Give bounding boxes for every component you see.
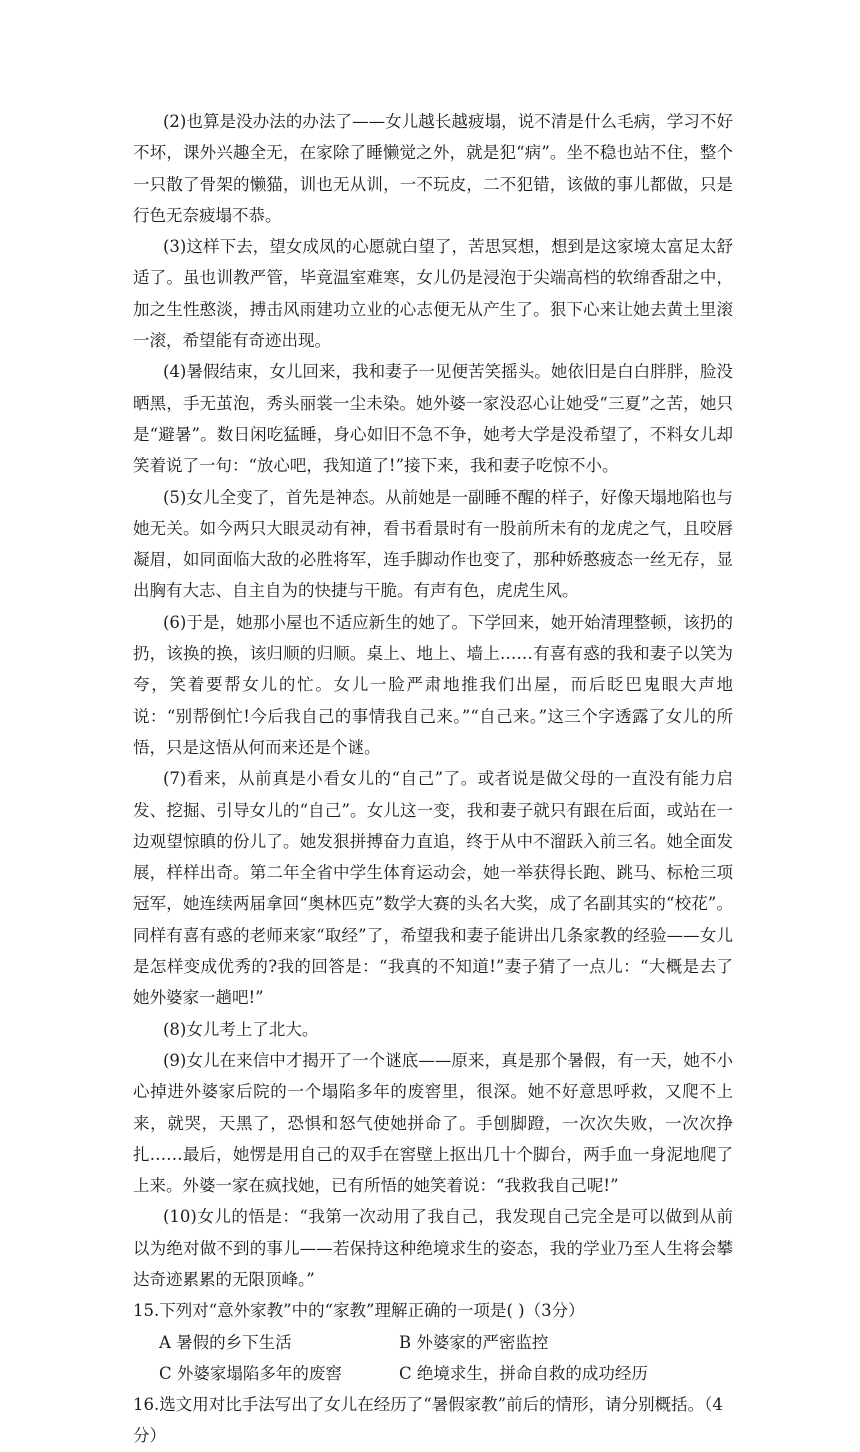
question-15-stem: 15.下列对“意外家教”中的“家教”理解正确的一项是( )（3分） — [133, 1301, 585, 1321]
option-d: C 绝境求生，拼命自救的成功经历 — [399, 1363, 648, 1383]
paragraph-7: (7)看来，从前真是小看女儿的“自己”了。或者说是做父母的一直没有能力启发、挖掘、引导女儿的“自己”。女儿这一变，我和妻子就只有跟在后面，或站在一边观望惊瞋的份儿了。她发狠拼搏奋力直追，终于从中不溜跃入前三名。她全面发展，样样出奇。第二年全省中学生体育运动会，她一举获得长跑、跳马、标枪三项冠军，她连续两届拿回“奥林匹克”数学大赛的头名大奖，成了名副其实的“校花”。同样有喜有惑的老师来家“取经”了，希望我和妻子能讲出几条家教的经验——女儿是怎样变成优秀的?我的回答是：“我真的不知道!”妻子猜了一点儿：“大概是去了她外婆家一趟吧!” — [133, 769, 733, 1008]
option-c: C 外婆家塌陷多年的废窖 — [159, 1363, 342, 1383]
paragraph-6: (6)于是，她那小屋也不适应新生的她了。下学回来，她开始清理整顿，该扔的扔，该换的换，该归顺的归顺。桌上、地上、墙上……有喜有惑的我和妻子以笑为夸，笑着要帮女儿的忙。女儿一脸严肃地推我们出屋，而后眨巴鬼眼大声地说：“别帮倒忙!今后我自己的事情我自己来。”“自己来。”这三个字透露了女儿的所悟，只是这悟从何而来还是个谜。 — [133, 612, 733, 757]
paragraph-8: (8)女儿考上了北大。 — [163, 1019, 319, 1039]
question-15-options — [133, 1327, 733, 1390]
paragraph-2: (2)也算是没办法的办法了——女儿越长越疲塌，说不清是什么毛病，学习不好不坏，课外兴趣全无，在家除了睡懒觉之外，就是犯“病”。坐不稳也站不住，整个一只散了骨架的懒猫，训也无从训，一不玩皮，二不犯错，该做的事儿都做，只是行色无奈疲塌不恭。 — [133, 112, 733, 225]
question-15 — [133, 1295, 733, 1389]
question-16 — [133, 1389, 733, 1452]
option-a: A 暑假的乡下生活 — [159, 1332, 292, 1352]
paragraph-9: (9)女儿在来信中才揭开了一个谜底——原来，真是那个暑假，有一天，她不小心掉进外婆家后院的一个塌陷多年的废窖里，很深。她不好意思呼救，又爬不上来，就哭，天黑了，恐惧和怒气使她拼命了。手刨脚蹬，一次次失败，一次次挣扎……最后，她愣是用自己的双手在窖壁上抠出几十个脚台，两手血一身泥地爬了上来。外婆一家在疯找她，已有所悟的她笑着说：“我救我自己呢!” — [133, 1050, 733, 1196]
paragraph-10: (10)女儿的悟是：“我第一次动用了我自己，我发现自己完全是可以做到从前以为绝对做不到的事儿——若保持这种绝境求生的姿态，我的学业乃至人生将会攀达奇迹累累的无限顶峰。” — [133, 1207, 733, 1289]
paragraph-3: (3)这样下去，望女成凤的心愿就白望了，苦思冥想，想到是这家境太富足太舒适了。虽也训教严管，毕竟温室难寒，女儿仍是浸泡于尖端高档的软绵香甜之中，加之生性憨淡，搏击风雨建功立业的心志便无从产生了。狠下心来让她去黄土里滚一滚，希望能有奇迹出现。 — [133, 237, 733, 351]
paragraph-4: (4)暑假结束，女儿回来，我和妻子一见便苦笑摇头。她依旧是白白胖胖，脸没晒黑，手无茧泡，秀头丽裳一尘未染。她外婆一家没忍心让她受“三夏”之苦，她只是“避暑”。数日闲吃猛睡，身心如旧不急不争，她考大学是没希望了，不料女儿却笑着说了一句：“放心吧，我知道了!”接下来，我和妻子吃惊不小。 — [133, 362, 733, 476]
paragraph-5: (5)女儿全变了，首先是神态。从前她是一副睡不醒的样子，好像天塌地陷也与她无关。如今两只大眼灵动有神，看书看景时有一股前所未有的龙虎之气，且咬唇凝眉，如同面临大敌的必胜将军，连手脚动作也变了，那种娇憨疲态一丝无存，显出胸有大志、自主自为的快捷与干脆。有声有色，虎虎生风。 — [133, 487, 733, 601]
article-body — [133, 106, 733, 1452]
option-b: B 外婆家的严密监控 — [399, 1332, 549, 1352]
question-16-stem: 16.选文用对比手法写出了女儿在经历了“暑假家教”前后的情形，请分别概括。（4分） — [133, 1395, 723, 1446]
